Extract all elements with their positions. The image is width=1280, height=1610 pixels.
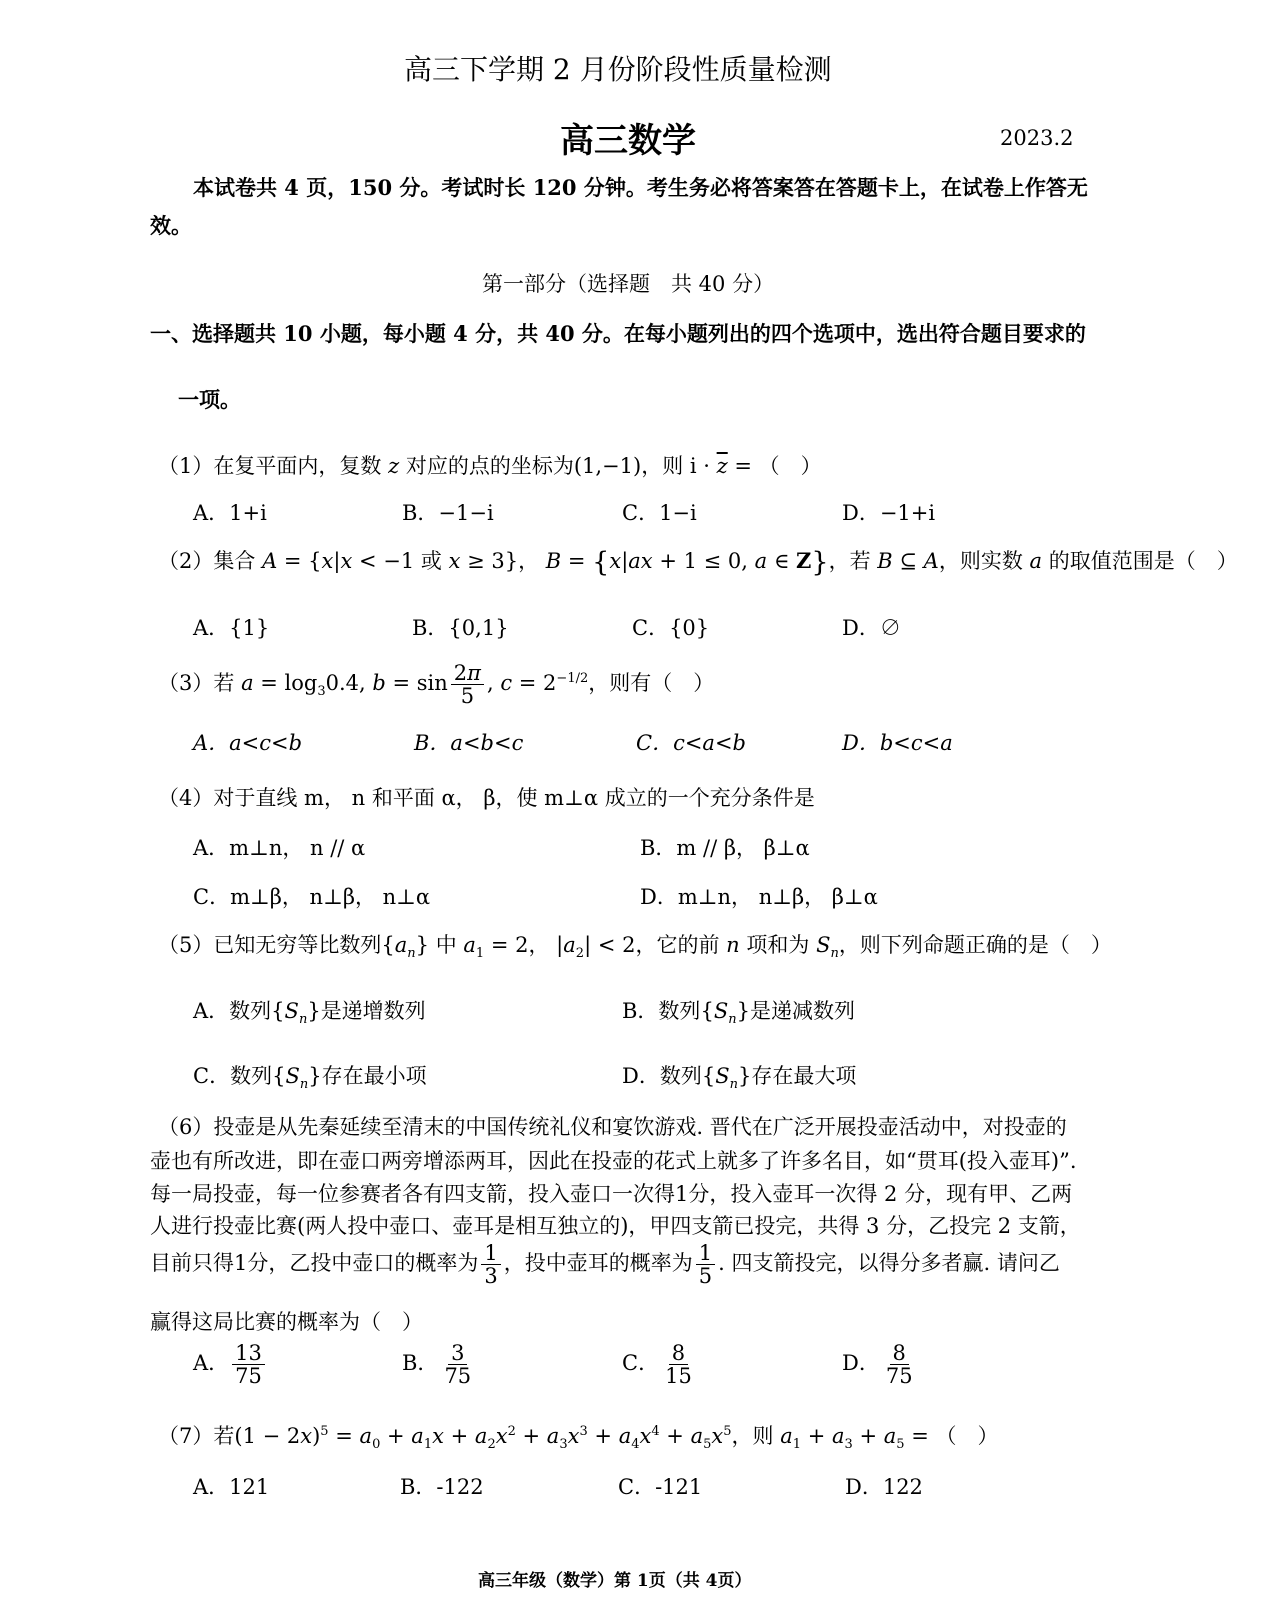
part1-title: 第一部分（选择题 共 40 分）	[482, 272, 775, 296]
question-2-option-d: D．∅	[842, 616, 901, 640]
question-5-option-b: B．数列$\{S_n\}$是递减数列	[622, 999, 855, 1028]
page-footer: 高三年级（数学）第 1页（共 4页）	[478, 1571, 752, 1591]
question-2-option-c: C．{0}	[632, 616, 710, 640]
question-7-option-b: B．-122	[400, 1475, 484, 1499]
question-2-stem: （2）集合 A = {x|x < −1 或 x ≥ 3}， B = {x|ax + 1 ≤ 0, a ∈ Z}，若 B ⊆ A，则实数 a 的取值范围是（ ）	[158, 547, 1238, 578]
question-4-option-a: A．m⊥n， n // α	[193, 836, 366, 860]
question-6-line4: 人进行投壶比赛(两人投中壶口、壶耳是相互独立的)，甲四支箭已投完，共得 3 分，乙投完 2 支箭，	[150, 1214, 1081, 1238]
question-6-option-d: D． $\frac{8}{75}$	[842, 1341, 913, 1389]
exam-title: 高三下学期 2 月份阶段性质量检测	[404, 53, 832, 86]
question-5-stem: （5）已知无穷等比数列$\{a_n\}$ 中 $a_1 = 2$， $|a_2| < 2$，它的前 n 项和为 $S_n$，则下列命题正确的是（ ）	[158, 933, 1112, 962]
question-1-option-a: A．1+i	[193, 501, 267, 525]
question-3-stem: （3）若 $a = \log_30.4$, b = sin $\frac{2\pi}{5}$ , $c = 2^{-1/2}$，则有（ ）	[158, 661, 715, 709]
question-1-option-d: D．−1+i	[842, 501, 936, 525]
question-4-option-b: B．m // β， β⊥α	[640, 836, 810, 860]
question-6-option-b: B． $\frac{3}{75}$	[402, 1341, 472, 1389]
question-4-option-d: D．m⊥n， n⊥β， β⊥α	[640, 885, 878, 909]
frac2-num: 1	[696, 1242, 715, 1265]
question-6-line3: 每一局投壶，每一位参赛者各有四支箭，投入壶口一次得1分，投入壶耳一次得 2 分，现有甲、乙两	[150, 1182, 1073, 1206]
exam-date: 2023.2	[1000, 126, 1074, 150]
question-5-option-d: D．数列$\{S_n\}$存在最大项	[622, 1064, 857, 1093]
subject-title: 高三数学	[560, 121, 696, 161]
question-7-option-a: A．121	[193, 1475, 270, 1499]
question-4-option-c: C．m⊥β， n⊥β， n⊥α	[193, 885, 431, 909]
frac2-den: 5	[698, 1264, 713, 1289]
question-5-option-a: A．数列$\{S_n\}$是递增数列	[193, 999, 426, 1028]
question-6-line2: 壶也有所改进，即在壶口两旁增添两耳，因此在投壶的花式上就多了许多名目，如“贯耳(投入壶耳)”.	[150, 1149, 1077, 1173]
question-7-stem: （7）若$(1 - 2x)^5 = a_0 + a_1x + a_2x^2 + a_3x^3 + a_4x^4 + a_5x^5$，则 $a_1 + a_3 + a_5$ = （ ）	[158, 1424, 999, 1453]
frac1-den: 3	[484, 1264, 498, 1289]
question-4-stem: （4）对于直线 m， n 和平面 α， β，使 m⊥α 成立的一个充分条件是	[158, 786, 815, 810]
question-3-option-c: C．c<a<b	[636, 731, 746, 755]
question-3-option-d: D．b<c<a	[842, 731, 953, 755]
question-2-option-a: A．{1}	[193, 616, 270, 640]
question-5-option-c: C．数列$\{S_n\}$存在最小项	[193, 1064, 427, 1093]
instructions-line2: 效。	[150, 213, 192, 238]
question-6-option-a: A． $\frac{13}{75}$	[193, 1342, 268, 1387]
question-2-option-b: B．{0,1}	[412, 616, 509, 640]
instructions-line1: 本试卷共 4 页，150 分。考试时长 120 分钟。考生务必将答案答在答题卡上，在试卷上作答无	[193, 175, 1088, 200]
question-3-option-b: B．a<b<c	[414, 731, 524, 755]
question-1-stem: （1）在复平面内，复数 z 对应的点的坐标为(1,−1)，则 $i \cdot \overline{z}$ = （ ）	[158, 454, 822, 478]
frac1-num: 1	[481, 1242, 500, 1265]
question-7-option-d: D．122	[845, 1475, 923, 1499]
question-7-option-c: C．-121	[618, 1475, 703, 1499]
section-heading-line1: 一、选择题共 10 小题，每小题 4 分，共 40 分。在每小题列出的四个选项中，选出符合题目要求的	[150, 321, 1086, 346]
question-6-option-c: C． $\frac{8}{15}$	[622, 1341, 692, 1389]
question-6-line6: 赢得这局比赛的概率为（ ）	[150, 1310, 423, 1334]
question-6-line5: 目前只得1分，乙投中壶口的概率为 $\frac{1}{3}$ ，投中壶耳的概率为 $\frac{1}{5}$ . 四支箭投完，以得分多者赢. 请问乙	[150, 1241, 1060, 1289]
question-1-option-b: B．−1−i	[402, 501, 494, 525]
question-6-line1: （6）投壶是从先秦延续至清末的中国传统礼仪和宴饮游戏. 晋代在广泛开展投壶活动中，对投壶的	[158, 1115, 1067, 1139]
question-3-option-a: A．a<c<b	[193, 731, 303, 755]
section-heading-line2: 一项。	[178, 387, 241, 412]
question-1-option-c: C．1−i	[622, 501, 697, 525]
